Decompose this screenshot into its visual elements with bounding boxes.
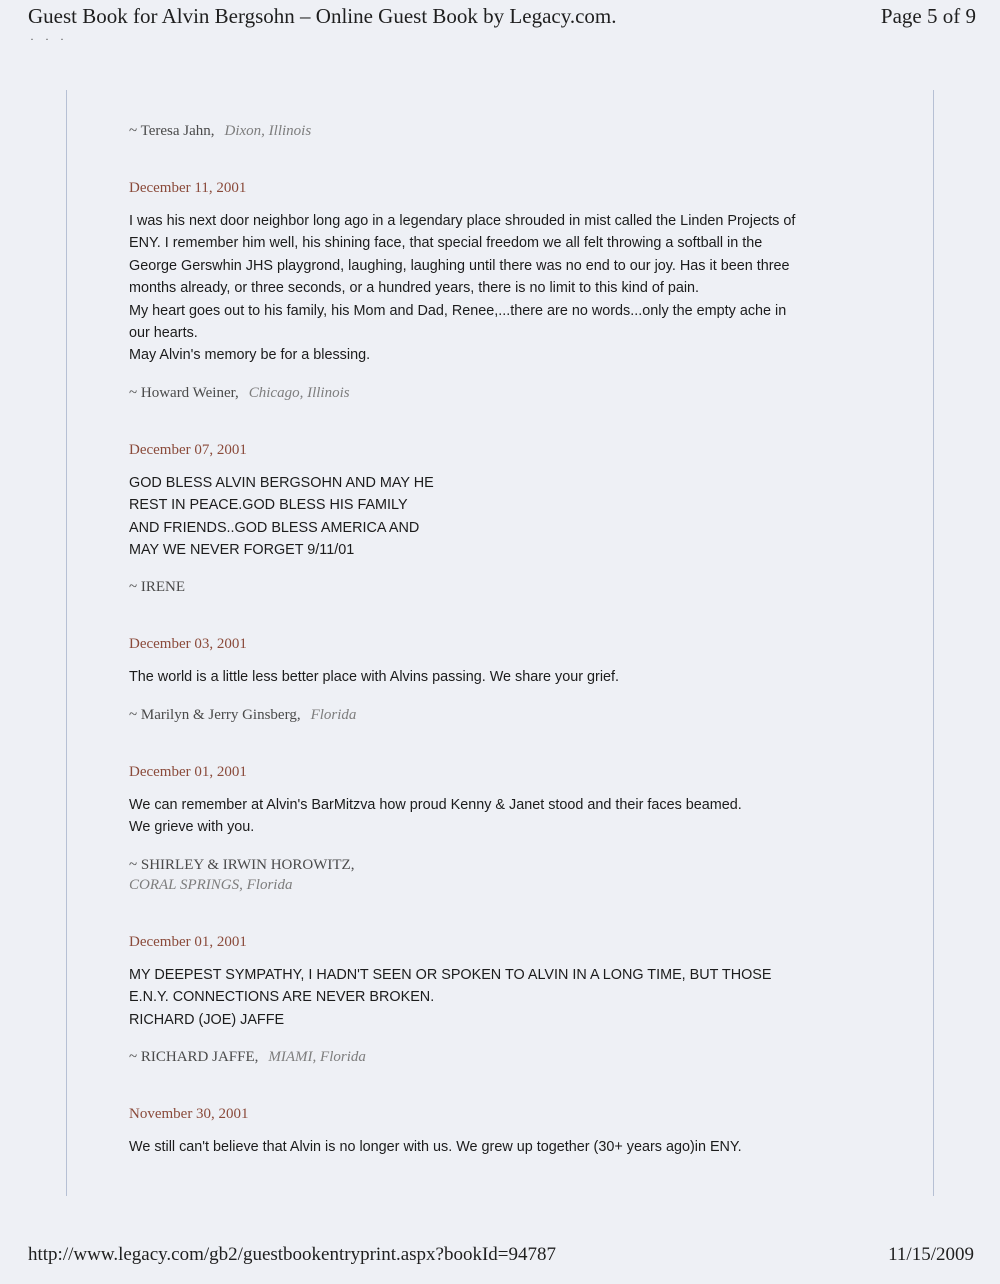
print-header (28, 4, 976, 46)
guestbook-entry (129, 1104, 889, 1158)
signer-name: ~ IRENE (129, 579, 186, 596)
signer-location: Florida (310, 706, 357, 723)
entry-message: We can remember at Alvin's BarMitzva how proud Kenny & Janet stood and their faces beamed. We grieve with you. (129, 796, 742, 836)
entry-signature (129, 121, 889, 141)
scan-specks: · · · (30, 32, 68, 46)
entry-date: December 07, 2001 (129, 441, 247, 458)
entry-date: December 01, 2001 (129, 763, 247, 780)
guestbook-entry (129, 762, 889, 895)
entry-signature (129, 383, 889, 403)
document-title: Guest Book for Alvin Bergsohn – Online Guest Book by Legacy.com. (28, 4, 617, 28)
entry-message: The world is a little less better place with Alvins passing. We share your grief. (129, 669, 620, 686)
signer-name: ~ Howard Weiner, (129, 384, 239, 401)
signer-name: ~ Teresa Jahn, (129, 123, 215, 139)
entry-message: We still can't believe that Alvin is no longer with us. We grew up together (30+ years ago)in ENY. (129, 1138, 742, 1155)
guestbook-entry (129, 634, 889, 724)
page-url: http://www.legacy.com/gb2/guestbookentryprint.aspx?bookId=94787 (28, 1244, 557, 1265)
entry-signature (129, 577, 889, 597)
signer-location: Dixon, Illinois (224, 123, 312, 139)
print-footer (28, 1244, 974, 1268)
entry-date: December 01, 2001 (129, 933, 247, 950)
signer-name: ~ SHIRLEY & IRWIN HOROWITZ, (129, 856, 355, 873)
signer-location: MIAMI, Florida (268, 1048, 366, 1065)
entry-signature (129, 1047, 889, 1067)
signer-name: ~ Marilyn & Jerry Ginsberg, (129, 706, 301, 723)
guestbook-entry (129, 932, 889, 1067)
guestbook-entry (129, 440, 889, 598)
entry-message: GOD BLESS ALVIN BERGSOHN AND MAY HE REST IN PEACE.GOD BLESS HIS FAMILY AND FRIENDS..GOD BLESS AMERICA AND MAY WE NEVER FORGET 9/11/01 (129, 474, 434, 559)
entry-message: I was his next door neighbor long ago in a legendary place shrouded in mist called the Linden Projects of ENY. I remember him well, his shining face, that special freedom we all felt throwing a softball in the George Gerswhin JHS playgrond, laughing, laughing until there was no end to our joy. Has it been three months already, or three seconds, or a hundred years, there is no limit to this kind of pain. My heart goes out to his family, his Mom and Dad, Renee,...there are no words...only the empty ache in our hearts. May Alvin's memory be for a blessing. (129, 213, 796, 364)
guestbook-entry (129, 178, 889, 403)
entry-date: December 11, 2001 (129, 180, 247, 196)
page-number: Page 5 of 9 (880, 4, 976, 28)
entry-signature (129, 705, 889, 725)
print-date: 11/15/2009 (888, 1244, 974, 1265)
entry-message: MY DEEPEST SYMPATHY, I HADN'T SEEN OR SPOKEN TO ALVIN IN A LONG TIME, BUT THOSE E.N.Y. CONNECTIONS ARE NEVER BROKEN. RICHARD (JOE) JAFFE (129, 966, 772, 1028)
entry-signature (129, 855, 889, 895)
entry-date: November 30, 2001 (129, 1105, 249, 1122)
signer-location: CORAL SPRINGS, Florida (129, 876, 293, 893)
guestbook-content (129, 121, 889, 1174)
signer-name: ~ RICHARD JAFFE, (129, 1048, 259, 1065)
entry-date: December 03, 2001 (129, 636, 247, 653)
signer-location: Chicago, Illinois (248, 384, 350, 401)
